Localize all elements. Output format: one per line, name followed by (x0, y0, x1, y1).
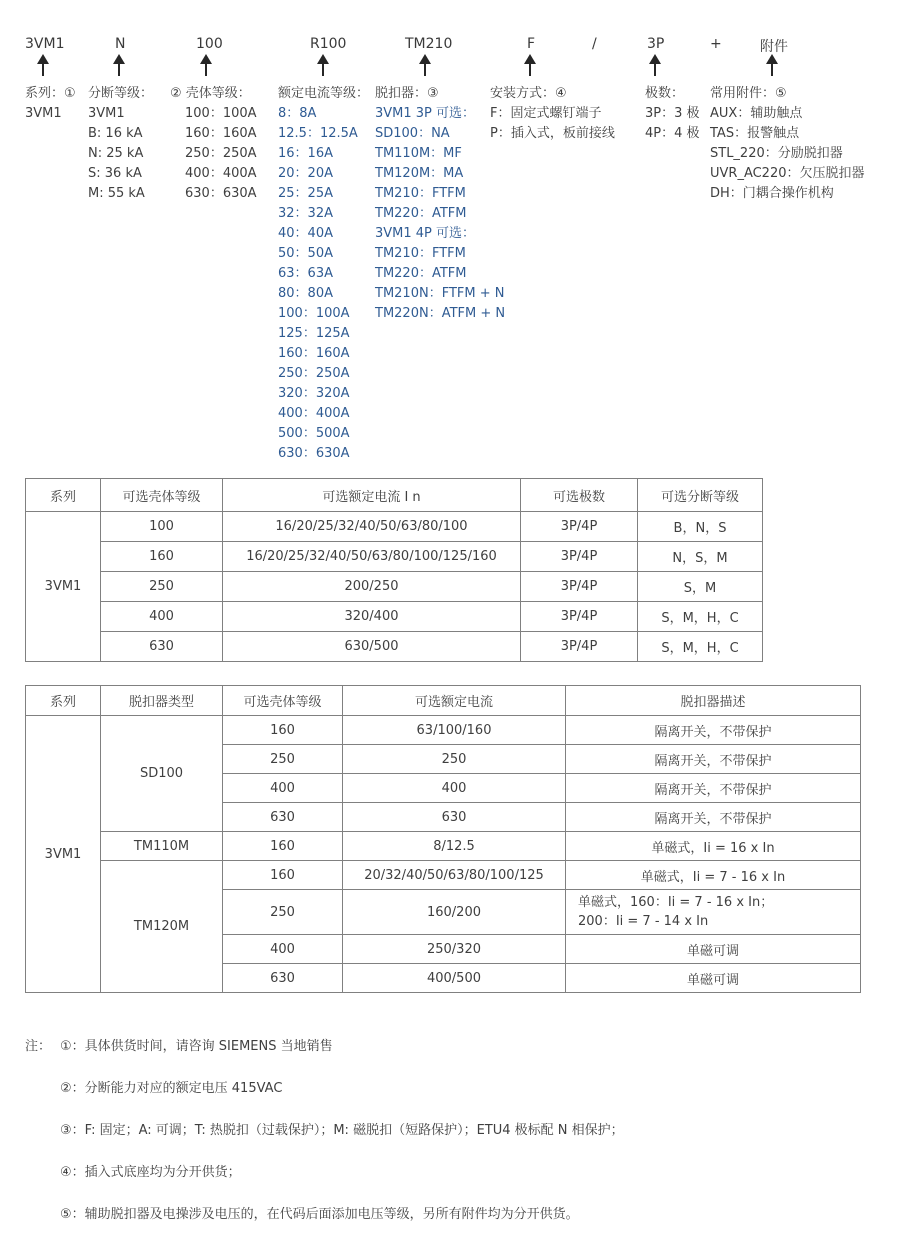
cell-current: 20/32/40/50/63/80/100/125 (343, 861, 566, 890)
cell-current: 400 (343, 774, 566, 803)
legend-line: 8：8A (278, 106, 317, 121)
cell-trip-type: TM110M (101, 832, 223, 861)
legend-line: 320：320A (278, 386, 350, 401)
code-segment-mounting: F (527, 36, 536, 52)
legend-line: 20：20A (278, 166, 333, 181)
table-row (26, 542, 763, 572)
desc-line: 单磁式，160：Ii = 7 - 16 x In； (578, 895, 774, 910)
legend-column-mounting (490, 84, 615, 144)
cell-frame: 250 (101, 572, 223, 602)
legend-line: TM110M：MF (375, 146, 462, 161)
cell-breaking: N，S，M (638, 542, 763, 572)
up-arrow-icon (317, 54, 329, 77)
cell-frame: 160 (223, 716, 343, 745)
table-row (26, 716, 861, 745)
legend-line: 500：500A (278, 426, 350, 441)
cell-current: 63/100/160 (343, 716, 566, 745)
code-segment-current: R100 (310, 36, 347, 52)
cell-current: 160/200 (343, 890, 566, 935)
legend-lines (490, 104, 615, 144)
note-item: ④：插入式底座均为分开供货； (60, 1165, 241, 1180)
table-header-row (26, 686, 861, 716)
cell-series: 3VM1 (26, 716, 101, 993)
col-header-current: 可选额定电流 I n (223, 479, 521, 512)
code-segment-slash: / (592, 36, 597, 52)
ordering-code-diagram (0, 0, 900, 470)
legend-line: M: 55 kA (88, 186, 145, 201)
cell-frame: 100 (101, 512, 223, 542)
legend-lines (278, 104, 369, 464)
up-arrow-icon (649, 54, 661, 77)
legend-line: TM210：FTFM (375, 246, 466, 261)
cell-trip-type: SD100 (101, 716, 223, 832)
cell-current: 250 (343, 745, 566, 774)
table-row (26, 832, 861, 861)
legend-line: 12.5：12.5A (278, 126, 358, 141)
legend-column-frame (170, 84, 257, 204)
col-header-frame: 可选壳体等级 (101, 479, 223, 512)
table-row (26, 861, 861, 890)
legend-line: 3P：3 极 (645, 106, 700, 121)
legend-line: 3VM1 3P 可选： (375, 106, 476, 121)
col-header-trip-type: 脱扣器类型 (101, 686, 223, 716)
legend-column-breaking (88, 84, 153, 204)
cell-desc: 隔离开关，不带保护 (566, 774, 861, 803)
legend-line: 630：630A (185, 186, 257, 201)
legend-title: 极数： (645, 86, 685, 101)
legend-line: TM220N：ATFM + N (375, 306, 506, 321)
legend-line: 3VM1 (88, 106, 125, 121)
legend-title: 安装方式：④ (490, 86, 567, 101)
cell-trip-type: TM120M (101, 861, 223, 993)
col-header-series: 系列 (26, 686, 101, 716)
up-arrow-icon (419, 54, 431, 77)
cell-poles: 3P/4P (521, 602, 638, 632)
cell-current: 16/20/25/32/40/50/63/80/100 (223, 512, 521, 542)
cell-frame: 630 (223, 803, 343, 832)
col-header-poles: 可选极数 (521, 479, 638, 512)
legend-title: ② 壳体等级： (170, 86, 251, 101)
cell-frame: 160 (223, 832, 343, 861)
table-row (26, 632, 763, 662)
notes-label: 注： (25, 1039, 52, 1054)
cell-frame: 160 (223, 861, 343, 890)
up-arrow-icon (37, 54, 49, 77)
cell-breaking: B，N，S (638, 512, 763, 542)
notes-section (25, 1038, 900, 1224)
legend-line: TM210N：FTFM + N (375, 286, 505, 301)
legend-column-poles (645, 84, 700, 144)
frame-selection-table (25, 478, 763, 662)
note-item: ②：分断能力对应的额定电压 415VAC (60, 1081, 283, 1096)
trip-unit-table (25, 685, 861, 993)
legend-line: 4P：4 极 (645, 126, 700, 141)
legend-line: SD100：NA (375, 126, 450, 141)
legend-line: F：固定式螺钉端子 (490, 106, 602, 121)
cell-desc: 单磁可调 (566, 935, 861, 964)
cell-desc: 隔离开关，不带保护 (566, 745, 861, 774)
col-header-frame: 可选壳体等级 (223, 686, 343, 716)
cell-frame: 400 (223, 774, 343, 803)
legend-lines (375, 104, 505, 324)
legend-line: TM120M：MA (375, 166, 464, 181)
cell-desc: 单磁可调 (566, 964, 861, 993)
cell-current: 400/500 (343, 964, 566, 993)
legend-line: 400：400A (185, 166, 257, 181)
legend-line: 250：250A (278, 366, 350, 381)
up-arrow-icon (113, 54, 125, 77)
legend-column-accessories (710, 84, 865, 204)
cell-current: 16/20/25/32/40/50/63/80/100/125/160 (223, 542, 521, 572)
legend-line: 3VM1 (25, 106, 62, 121)
note-text: ①：具体供货时间，请咨询 SIEMENS 当地销售 (60, 1039, 333, 1054)
col-header-current: 可选额定电流 (343, 686, 566, 716)
legend-line: STL_220：分励脱扣器 (710, 146, 843, 161)
legend-line: UVR_AC220：欠压脱扣器 (710, 166, 865, 181)
legend-title: 脱扣器：③ (375, 86, 439, 101)
note-item: ③：F: 固定；A: 可调；T: 热脱扣（过载保护）；M: 磁脱扣（短路保护）；ETU4 极标配 N 相保护； (60, 1123, 624, 1138)
legend-line: 100：100A (278, 306, 350, 321)
code-segment-series: 3VM1 (25, 36, 65, 52)
legend-line: 16：16A (278, 146, 333, 161)
legend-title: 系列：① (25, 86, 76, 101)
legend-lines (88, 104, 153, 204)
legend-column-series (25, 84, 76, 124)
cell-current: 630 (343, 803, 566, 832)
cell-current: 630/500 (223, 632, 521, 662)
legend-line: TM210：FTFM (375, 186, 466, 201)
legend-line: 160：160A (278, 346, 350, 361)
legend-line: 100：100A (185, 106, 257, 121)
cell-poles: 3P/4P (521, 572, 638, 602)
legend-line: 80：80A (278, 286, 333, 301)
code-segment-breaking: N (115, 36, 126, 52)
legend-column-trip-unit (375, 84, 505, 324)
cell-frame: 160 (101, 542, 223, 572)
legend-line: B: 16 kA (88, 126, 143, 141)
cell-breaking: S，M，H，C (638, 602, 763, 632)
legend-lines (645, 104, 700, 144)
cell-series: 3VM1 (26, 512, 101, 662)
code-segment-frame: 100 (196, 36, 223, 52)
cell-desc: 单磁式，Ii = 16 x In (566, 832, 861, 861)
cell-current: 250/320 (343, 935, 566, 964)
col-header-breaking: 可选分断等级 (638, 479, 763, 512)
cell-frame: 630 (101, 632, 223, 662)
legend-column-current (278, 84, 369, 464)
legend-line: 160：160A (185, 126, 257, 141)
cell-current: 320/400 (223, 602, 521, 632)
legend-line: S: 36 kA (88, 166, 142, 181)
code-segment-plus: + (710, 36, 722, 52)
up-arrow-icon (766, 54, 778, 77)
cell-frame: 400 (101, 602, 223, 632)
cell-breaking: S，M，H，C (638, 632, 763, 662)
legend-title: 额定电流等级： (278, 86, 370, 101)
cell-poles: 3P/4P (521, 512, 638, 542)
legend-line: 250：250A (185, 146, 257, 161)
table-row (26, 602, 763, 632)
up-arrow-icon (200, 54, 212, 77)
col-header-desc: 脱扣器描述 (566, 686, 861, 716)
legend-line: P：插入式，板前接线 (490, 126, 615, 141)
legend-title: 分断等级： (88, 86, 154, 101)
legend-line: TM220：ATFM (375, 206, 467, 221)
cell-frame: 250 (223, 890, 343, 935)
cell-poles: 3P/4P (521, 632, 638, 662)
code-segment-accessory: 附件 (760, 39, 788, 55)
table-row (26, 572, 763, 602)
legend-title: 常用附件：⑤ (710, 86, 787, 101)
legend-line: 32：32A (278, 206, 333, 221)
cell-desc: 隔离开关，不带保护 (566, 716, 861, 745)
cell-frame: 400 (223, 935, 343, 964)
cell-desc: 隔离开关，不带保护 (566, 803, 861, 832)
legend-line: 25：25A (278, 186, 333, 201)
cell-desc: 单磁式，Ii = 7 - 16 x In (566, 861, 861, 890)
legend-lines (170, 104, 257, 204)
cell-frame: 250 (223, 745, 343, 774)
legend-line: N: 25 kA (88, 146, 144, 161)
cell-desc (566, 890, 861, 935)
legend-line: AUX：辅助触点 (710, 106, 803, 121)
legend-line: 3VM1 4P 可选： (375, 226, 476, 241)
up-arrow-icon (524, 54, 536, 77)
cell-breaking: S，M (638, 572, 763, 602)
code-segment-trip-unit: TM210 (405, 36, 453, 52)
legend-line: 63：63A (278, 266, 333, 281)
code-segment-poles: 3P (647, 36, 665, 52)
legend-line: DH：门耦合操作机构 (710, 186, 834, 201)
legend-line: TAS：报警触点 (710, 126, 800, 141)
cell-current: 200/250 (223, 572, 521, 602)
cell-frame: 630 (223, 964, 343, 993)
legend-line: 50：50A (278, 246, 333, 261)
legend-lines (25, 104, 76, 124)
legend-line: 40：40A (278, 226, 333, 241)
legend-line: 400：400A (278, 406, 350, 421)
note-item (25, 1038, 900, 1056)
desc-line: 200：Ii = 7 - 14 x In (578, 914, 709, 929)
legend-line: TM220：ATFM (375, 266, 467, 281)
legend-line: 630：630A (278, 446, 350, 461)
cell-current: 8/12.5 (343, 832, 566, 861)
table-row (26, 512, 763, 542)
cell-poles: 3P/4P (521, 542, 638, 572)
col-header-series: 系列 (26, 479, 101, 512)
note-item: ⑤：辅助脱扣器及电操涉及电压的，在代码后面添加电压等级，另所有附件均为分开供货。 (60, 1207, 579, 1222)
table-header-row (26, 479, 763, 512)
legend-lines (710, 104, 865, 204)
legend-line: 125：125A (278, 326, 350, 341)
